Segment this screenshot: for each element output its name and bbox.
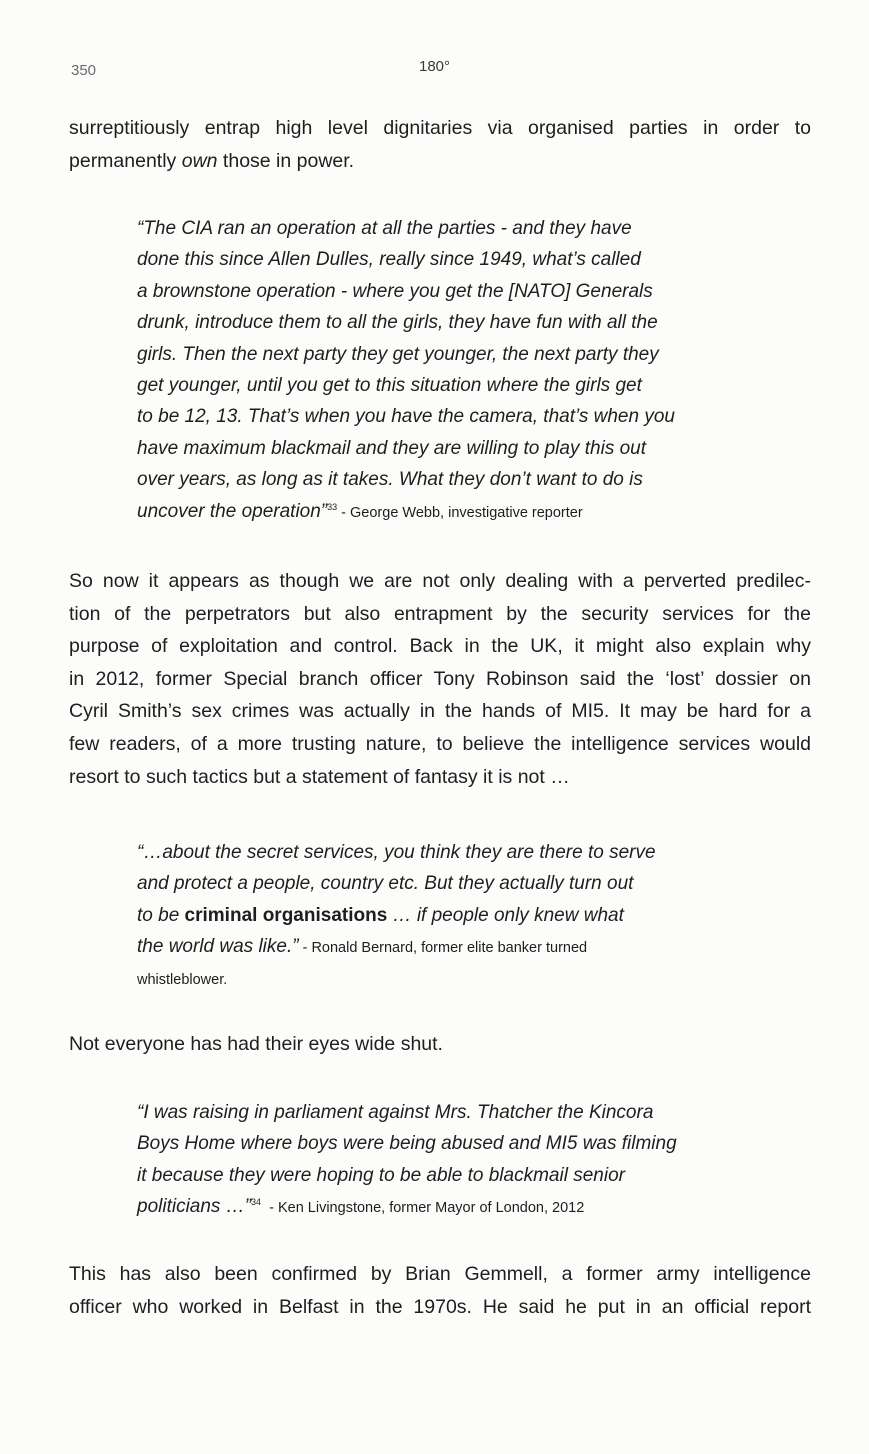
bold-phrase: criminal organisations bbox=[184, 904, 388, 926]
paragraph-line: Cyril Smith’s sex crimes was actually in the hands of MI5. It may be hard for a bbox=[69, 700, 811, 723]
paragraph-line: tion of the perpetrators but also entrapment by the security services for the bbox=[69, 602, 811, 625]
emphasis-own: own bbox=[181, 149, 218, 172]
paragraph-line-last: resort to such tactics but a statement of fantasy it is not … bbox=[69, 765, 570, 788]
blockquote-secret-services bbox=[137, 837, 737, 996]
paragraph-1 bbox=[69, 112, 811, 177]
paragraph-line: So now it appears as though we are not only dealing with a perverted predilec- bbox=[69, 570, 811, 592]
quote-line bbox=[137, 931, 737, 964]
quote-text: … if people only knew what bbox=[387, 904, 624, 926]
running-head: 180° bbox=[418, 58, 451, 75]
paragraph-line: officer who worked in Belfast in the 1970s. He said he put in an official report bbox=[69, 1295, 811, 1318]
paragraph-line: few readers, of a more trusting nature, to believe the intelligence services would bbox=[69, 732, 811, 755]
footnote-ref: 33 bbox=[327, 501, 338, 512]
paragraph-1-line-1: surreptitiously entrap high level dignitaries via organised parties in order to bbox=[69, 117, 811, 139]
quote-line: done this since Allen Dulles, really since 1949, what’s called bbox=[137, 249, 641, 271]
quote-line: get younger, until you get to this situation where the girls get bbox=[137, 375, 642, 397]
quote-text-end: the world was like.” bbox=[137, 936, 299, 958]
quote-attribution: - George Webb, investigative reporter bbox=[337, 504, 583, 521]
quote-line: drunk, introduce them to all the girls, they have fun with all the bbox=[137, 312, 658, 334]
paragraph-1-text-end: those in power. bbox=[217, 149, 355, 172]
quote-line bbox=[137, 900, 737, 931]
paragraph-4 bbox=[69, 1258, 811, 1323]
quote-line: to be 12, 13. That’s when you have the camera, that’s when you bbox=[137, 406, 675, 428]
quote-line: and protect a people, country etc. But they actually turn out bbox=[137, 873, 634, 895]
paragraph-1-line-2 bbox=[69, 145, 811, 178]
page-number: 350 bbox=[71, 62, 97, 79]
paragraph-1-text: permanently bbox=[69, 149, 182, 172]
quote-line: it because they were hoping to be able to blackmail senior bbox=[137, 1164, 625, 1186]
quote-line: girls. Then the next party they get younger, the next party they bbox=[137, 343, 659, 365]
quote-attribution: - Ronald Bernard, former elite banker turned bbox=[298, 940, 588, 957]
quote-text-end: uncover the operation” bbox=[137, 500, 328, 522]
footnote-ref: 34 bbox=[251, 1197, 262, 1208]
quote-attribution-continued: whistleblower. bbox=[137, 971, 228, 988]
quote-line: over years, as long as it takes. What they don’t want to do is bbox=[137, 469, 643, 491]
quote-text-end: politicians …” bbox=[137, 1196, 252, 1218]
paragraph-3 bbox=[69, 1028, 811, 1061]
quote-line: have maximum blackmail and they are willing to play this out bbox=[137, 437, 647, 459]
quote-line: Boys Home where boys were being abused and MI5 was filming bbox=[137, 1133, 677, 1155]
quote-line: a brownstone operation - where you get the [NATO] Generals bbox=[137, 280, 653, 302]
quote-text: to be bbox=[137, 904, 185, 926]
blockquote-cia bbox=[137, 213, 737, 529]
paragraph-line: in 2012, former Special branch officer Tony Robinson said the ‘lost’ dossier on bbox=[69, 667, 811, 690]
quote-last-line bbox=[137, 496, 737, 529]
quote-line: “The CIA ran an operation at all the parties - and they have bbox=[137, 218, 632, 239]
quote-line: “…about the secret services, you think they are there to serve bbox=[137, 842, 656, 863]
paragraph-2 bbox=[69, 565, 811, 793]
paragraph-3-text: Not everyone has had their eyes wide shut. bbox=[69, 1033, 443, 1055]
blockquote-kincora bbox=[137, 1097, 737, 1225]
paragraph-line: purpose of exploitation and control. Back in the UK, it might also explain why bbox=[69, 635, 811, 658]
quote-attribution: - Ken Livingstone, former Mayor of London, 2012 bbox=[261, 1200, 585, 1217]
quote-last-line bbox=[137, 1191, 737, 1224]
quote-line: “I was raising in parliament against Mrs. Thatcher the Kincora bbox=[137, 1102, 654, 1123]
paragraph-line: This has also been confirmed by Brian Gemmell, a former army intelligence bbox=[69, 1263, 811, 1285]
